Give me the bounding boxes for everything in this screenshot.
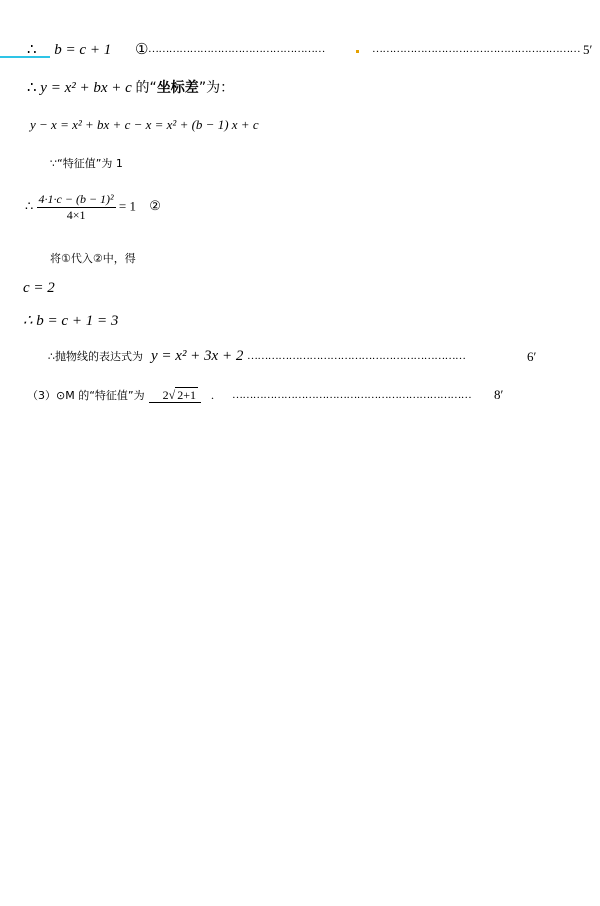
answer-blank	[149, 388, 201, 403]
leader-dots-left: ……………………………………………	[148, 43, 325, 55]
leader-dots-8: ……………………………………………………………	[232, 389, 472, 401]
term-coordinate-difference: 坐标差	[156, 80, 199, 96]
parabola-expression: y = x² + bx + c	[40, 80, 132, 96]
equation-b-c: b = c + 1	[54, 42, 112, 58]
therefore-symbol: ∴	[27, 42, 37, 58]
solution-line-2	[27, 77, 234, 97]
score-5: 5′	[583, 42, 593, 57]
solution-line-10	[27, 386, 214, 404]
parabola-expression-label: ∴抛物线的表达式为	[48, 350, 143, 363]
fraction-denominator: 4×1	[66, 208, 86, 222]
leader-dots-right: ……………………………………………………	[372, 43, 581, 55]
substitution-step: 将①代入②中，得	[50, 252, 136, 265]
final-parabola: y = x² + 3x + 2	[151, 348, 244, 364]
answer-period: .	[210, 388, 214, 402]
therefore-symbol: ∴	[27, 80, 37, 96]
circle-marker-2: ②	[149, 198, 161, 214]
therefore-symbol: ∴	[25, 198, 34, 214]
leader-dots-6: ………………………………………………………	[247, 350, 466, 362]
result-b: ∴ b = c + 1 = 3	[23, 313, 119, 329]
part-3-label: （3）⊙M 的“特征值”为	[27, 389, 145, 402]
answer-coefficient: 2	[162, 388, 169, 402]
text-is: ”为：	[198, 80, 235, 96]
score-6: 6′	[527, 349, 537, 364]
fraction-numerator: 4·1·c − (b − 1)²	[38, 192, 114, 206]
fraction	[37, 192, 116, 223]
result-c: c = 2	[23, 280, 55, 296]
equals-one: = 1	[118, 198, 136, 214]
text-of: 的“	[135, 80, 157, 96]
radical-sign: √	[168, 388, 176, 402]
solution-line-1	[27, 40, 148, 59]
solution-line-9	[48, 347, 243, 365]
circle-marker-1: ①	[134, 42, 149, 58]
ink-mark	[356, 50, 359, 53]
score-8: 8′	[494, 387, 504, 402]
coordinate-difference-expression: y − x = x² + bx + c − x = x² + (b − 1) x + c	[30, 117, 259, 132]
solution-line-5	[25, 192, 161, 223]
answer-radicand: 2+1	[177, 388, 196, 402]
given-characteristic-value: ∵“特征值”为 1	[50, 157, 123, 170]
